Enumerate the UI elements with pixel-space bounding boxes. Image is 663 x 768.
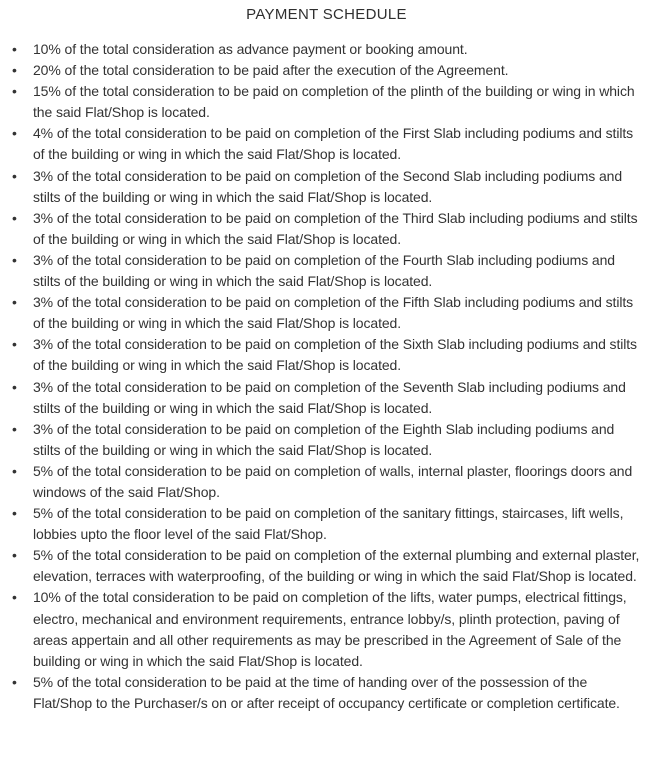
payment-schedule-item (10, 60, 643, 81)
bullet-icon: • (12, 505, 17, 522)
page-title: PAYMENT SCHEDULE (246, 6, 407, 23)
payment-schedule-item (10, 503, 643, 545)
payment-schedule-item (10, 377, 643, 419)
bullet-icon: • (12, 62, 17, 79)
payment-item-text: 5% of the total consideration to be paid on completion of walls, internal plaster, floorings doors and windows of the said Flat/Shop. (33, 462, 633, 500)
payment-schedule-item (10, 672, 643, 714)
payment-item-text: 5% of the total consideration to be paid at the time of handing over of the possession of the Flat/Shop to the Purchaser/s on or after receipt of occupancy certificate or completion certificate. (33, 673, 620, 711)
payment-item-text: 20% of the total consideration to be paid after the execution of the Agreement. (33, 62, 509, 79)
payment-schedule-item (10, 292, 643, 334)
payment-schedule-item (10, 587, 643, 671)
payment-item-text: 15% of the total consideration to be paid on completion of the plinth of the building or wing in which the said Flat/Shop is located. (33, 83, 635, 121)
bullet-icon: • (12, 378, 17, 395)
bullet-icon: • (12, 209, 17, 226)
payment-item-text: 10% of the total consideration to be paid on completion of the lifts, water pumps, electrical fittings, electro, mechanical and environment requirements, entrance lobby/s, plinth protection, paving of areas appertain and all other requirements as may be prescribed in the Agreement of Sale of the building or wing in which the said Flat/Shop is located. (33, 589, 627, 669)
payment-schedule-item (10, 545, 643, 587)
payment-schedule-list (10, 39, 643, 714)
payment-schedule-item (10, 166, 643, 208)
payment-schedule-item (10, 461, 643, 503)
payment-item-text: 3% of the total consideration to be paid on completion of the Second Slab including podiums and stilts of the building or wing in which the said Flat/Shop is located. (33, 167, 623, 205)
bullet-icon: • (12, 462, 17, 479)
bullet-icon: • (12, 673, 17, 690)
payment-item-text: 4% of the total consideration to be paid on completion of the First Slab including podiums and stilts of the building or wing in which the said Flat/Shop is located. (33, 125, 634, 163)
payment-schedule-item (10, 39, 643, 60)
payment-schedule-item (10, 123, 643, 165)
bullet-icon: • (12, 83, 17, 100)
bullet-icon: • (12, 294, 17, 311)
payment-schedule-item (10, 81, 643, 123)
bullet-icon: • (12, 125, 17, 142)
payment-item-text: 3% of the total consideration to be paid on completion of the Third Slab including podiums and stilts of the building or wing in which the said Flat/Shop is located. (33, 209, 638, 247)
payment-item-text: 5% of the total consideration to be paid on completion of the external plumbing and external plaster, elevation, terraces with waterproofing, of the building or wing in which the said Flat/Shop is located. (33, 547, 640, 585)
payment-item-text: 3% of the total consideration to be paid on completion of the Eighth Slab including podiums and stilts of the building or wing in which the said Flat/Shop is located. (33, 420, 615, 458)
payment-item-text: 5% of the total consideration to be paid on completion of the sanitary fittings, staircases, lift wells, lobbies upto the floor level of the said Flat/Shop. (33, 505, 624, 543)
payment-item-text: 3% of the total consideration to be paid on completion of the Sixth Slab including podiums and stilts of the building or wing in which the said Flat/Shop is located. (33, 336, 637, 374)
payment-schedule-item (10, 208, 643, 250)
payment-item-text: 3% of the total consideration to be paid on completion of the Seventh Slab including podiums and stilts of the building or wing in which the said Flat/Shop is located. (33, 378, 626, 416)
payment-item-text: 3% of the total consideration to be paid on completion of the Fifth Slab including podiums and stilts of the building or wing in which the said Flat/Shop is located. (33, 294, 634, 332)
bullet-icon: • (12, 547, 17, 564)
bullet-icon: • (12, 589, 17, 606)
payment-item-text: 3% of the total consideration to be paid on completion of the Fourth Slab including podiums and stilts of the building or wing in which the said Flat/Shop is located. (33, 251, 615, 290)
bullet-icon: • (12, 41, 17, 57)
bullet-icon: • (12, 167, 17, 184)
bullet-icon: • (12, 336, 17, 353)
bullet-icon: • (12, 251, 17, 268)
payment-schedule-item (10, 334, 643, 376)
payment-schedule-item (10, 419, 643, 461)
payment-item-text: 10% of the total consideration as advance payment or booking amount. (33, 41, 468, 57)
payment-schedule-item (10, 250, 643, 292)
bullet-icon: • (12, 420, 17, 437)
